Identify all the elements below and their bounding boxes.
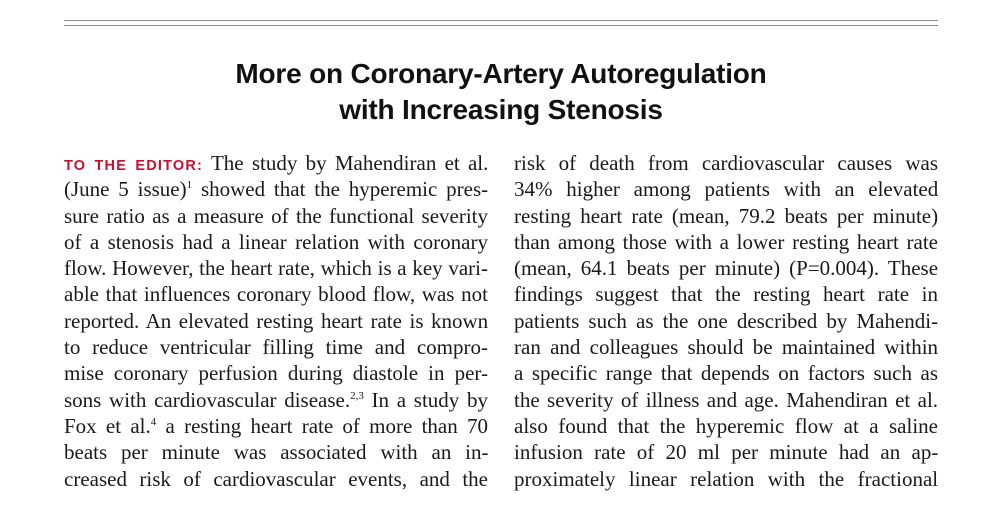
text-line	[64, 439, 488, 465]
text-segment: sure ratio as a measure of the functional severity	[64, 203, 489, 228]
text-segment: mise coronary perfusion during diastole in per-	[64, 361, 488, 386]
text-line	[64, 360, 488, 386]
to-the-editor-label: TO THE EDITOR:	[64, 158, 204, 174]
body-column-right	[514, 150, 938, 492]
top-rule	[64, 20, 938, 21]
text-segment: sons with cardiovascular disease.	[64, 387, 351, 412]
text-line	[514, 360, 938, 386]
text-segment: reported. An elevated resting heart rate is known	[64, 308, 489, 333]
text-line	[64, 281, 488, 307]
text-segment: of a stenosis had a linear relation with coronary	[64, 229, 488, 254]
text-segment: beats per minute was associated with an in-	[64, 440, 489, 465]
text-line	[514, 281, 938, 307]
top-rule-secondary	[64, 25, 938, 26]
text-segment: infusion rate of 20 ml per minute had an ap-	[514, 440, 939, 465]
text-segment: showed that the hyperemic pres-	[192, 177, 489, 202]
text-segment: (June 5 issue)	[64, 177, 187, 202]
text-line	[514, 229, 938, 255]
text-segment: flow. However, the heart rate, which is a key vari-	[64, 256, 488, 281]
text-line	[64, 255, 488, 281]
reference-superscript: 2,3	[350, 389, 364, 402]
text-segment: risk of death from cardiovascular causes was	[514, 151, 938, 175]
text-segment: proximately linear relation with the fractional	[514, 466, 939, 491]
text-segment: Fox et al.	[64, 413, 151, 438]
text-segment: to reduce ventricular filling time and compro-	[64, 335, 488, 360]
text-line	[514, 413, 938, 439]
text-segment: In a study by	[363, 387, 488, 412]
text-line	[64, 176, 488, 202]
text-segment: also found that the hyperemic flow at a saline	[514, 413, 938, 438]
text-line	[514, 308, 938, 334]
text-line	[514, 387, 938, 413]
text-segment: the severity of illness and age. Mahendiran et al.	[514, 387, 939, 412]
text-segment: creased risk of cardiovascular events, and the	[64, 466, 488, 491]
text-line	[514, 439, 938, 465]
article-title-line-1: More on Coronary-Artery Autoregulation	[235, 58, 767, 89]
reference-superscript: 4	[150, 415, 157, 428]
text-segment: The study by Mahendiran et al.	[203, 151, 489, 175]
text-line	[64, 150, 488, 176]
text-line	[64, 229, 488, 255]
text-line	[64, 387, 488, 413]
text-segment: ran and colleagues should be maintained within	[514, 335, 939, 360]
text-line	[64, 334, 488, 360]
text-line	[514, 150, 938, 176]
text-segment: 34% higher among patients with an elevated	[514, 177, 939, 202]
text-line	[514, 466, 938, 492]
text-line	[64, 308, 488, 334]
article-title-line-2: with Increasing Stenosis	[339, 94, 663, 125]
text-line	[514, 334, 938, 360]
article-title	[64, 56, 938, 128]
text-line	[64, 466, 488, 492]
text-segment: than among those with a lower resting heart rate	[514, 229, 938, 254]
text-line	[64, 413, 488, 439]
text-segment: patients such as the one described by Mahendi-	[514, 308, 939, 333]
text-segment: a resting heart rate of more than 70	[156, 413, 488, 438]
text-line	[514, 255, 938, 281]
text-segment: findings suggest that the resting heart rate in	[514, 282, 938, 307]
text-segment: resting heart rate (mean, 79.2 beats per minute)	[514, 203, 939, 228]
text-line	[64, 203, 488, 229]
text-line	[514, 203, 938, 229]
text-line	[514, 176, 938, 202]
text-segment: (mean, 64.1 beats per minute) (P=0.004). These	[514, 256, 939, 281]
reference-superscript: 1	[186, 179, 193, 192]
text-segment: a specific range that depends on factors such as	[514, 361, 938, 386]
text-segment: able that influences coronary blood flow, was not	[64, 282, 488, 307]
body-column-left	[64, 150, 488, 492]
